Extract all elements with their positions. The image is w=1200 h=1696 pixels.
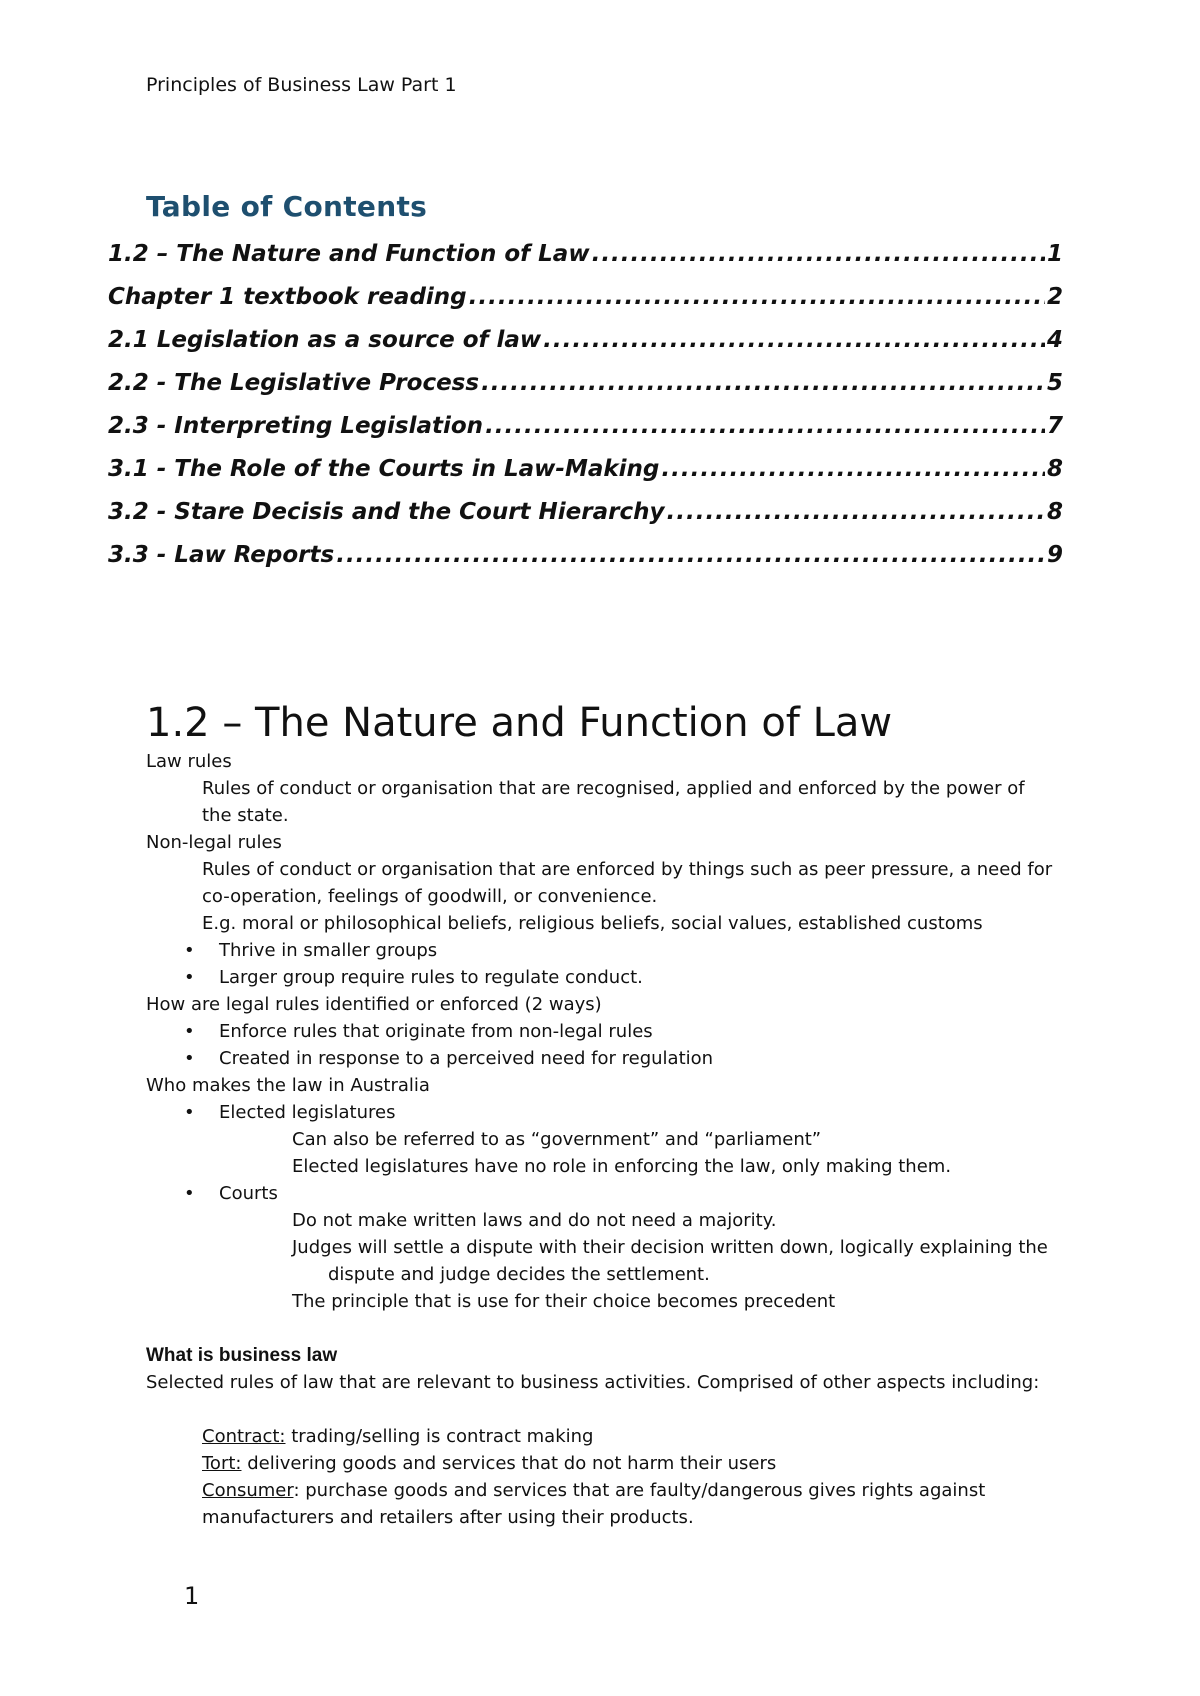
toc-entry-label: 3.3 - Law Reports [108,542,335,568]
list-item: • Larger group require rules to regulate conduct. [146,964,1066,991]
toc-title: Table of Contents [146,190,428,223]
toc-entry-label: 2.3 - Interpreting Legislation [108,413,484,439]
example-text: E.g. moral or philosophical beliefs, religious beliefs, social values, established customs [202,913,983,934]
list-item: • Created in response to a perceived need for regulation [146,1045,1066,1072]
toc-entry-label: 1.2 – The Nature and Function of Law [108,241,590,267]
toc-entry-page: 4 [1046,327,1063,353]
toc-entry-page: 8 [1046,499,1063,525]
bullet-icon: • [184,1021,195,1042]
definition-text: the state. [202,805,289,826]
toc-dot-leader [469,284,1045,310]
aspect-contract: Contract: trading/selling is contract making [202,1426,594,1447]
list-item: • Enforce rules that originate from non-legal rules [146,1018,1066,1045]
toc-entry-label: Chapter 1 textbook reading [108,284,467,310]
toc-entry-page: 5 [1046,370,1063,396]
toc-entry-label: 3.2 - Stare Decisis and the Court Hierarchy [108,499,665,525]
running-header: Principles of Business Law Part 1 [146,74,457,96]
toc-dot-leader [543,327,1045,353]
table-of-contents [108,241,1063,585]
toc-entry-nature-function[interactable] [108,241,1063,284]
bullet-icon: • [184,967,195,988]
toc-entry-law-reports[interactable] [108,542,1063,585]
toc-entry-label: 2.1 Legislation as a source of law [108,327,542,353]
bullet-icon: • [184,1048,195,1069]
toc-dot-leader [336,542,1045,568]
toc-entry-page: 2 [1046,284,1063,310]
definition-text: Rules of conduct or organisation that are recognised, applied and enforced by the power of [202,778,1025,799]
toc-entry-interpreting-legislation[interactable] [108,413,1063,456]
term-law-rules: Law rules [146,751,232,772]
subheading-business-law: What is business law [146,1345,338,1366]
definition-text: co-operation, feelings of goodwill, or convenience. [202,886,658,907]
note-text: dispute and judge decides the settlement. [328,1264,710,1285]
term-non-legal-rules: Non-legal rules [146,832,282,853]
intro-text: Selected rules of law that are relevant to business activities. Comprised of other aspects including: [146,1372,1040,1393]
toc-entry-stare-decisis[interactable] [108,499,1063,542]
spacer [146,1396,1066,1423]
note-text: The principle that is use for their choice becomes precedent [292,1291,836,1312]
toc-entry-page: 9 [1046,542,1063,568]
section-heading: 1.2 – The Nature and Function of Law [146,700,893,746]
note-text: Can also be referred to as “government” and “parliament” [292,1129,822,1150]
toc-entry-page: 1 [1046,241,1063,267]
bullet-icon: • [184,1102,195,1123]
toc-dot-leader [592,241,1045,267]
toc-dot-leader [481,370,1045,396]
toc-entry-page: 8 [1046,456,1063,482]
list-item: • Thrive in smaller groups [146,937,1066,964]
page-number: 1 [184,1582,200,1610]
aspect-tort: Tort: delivering goods and services that do not harm their users [202,1453,777,1474]
toc-dot-leader [667,499,1045,525]
bullet-icon: • [184,940,195,961]
list-item: • Courts [146,1180,1066,1207]
bullet-icon: • [184,1183,195,1204]
aspect-consumer-continued: manufacturers and retailers after using their products. [202,1507,694,1528]
definition-text: Rules of conduct or organisation that are enforced by things such as peer pressure, a need for [202,859,1053,880]
note-text: Judges will settle a dispute with their decision written down, logically explaining the [292,1237,1048,1258]
spacer [146,1315,1066,1342]
toc-dot-leader [485,413,1045,439]
note-text: Do not make written laws and do not need a majority. [292,1210,777,1231]
toc-entry-label: 3.1 - The Role of the Courts in Law-Making [108,456,660,482]
toc-entry-page: 7 [1046,413,1063,439]
list-item: • Elected legislatures [146,1099,1066,1126]
section-body [146,748,1066,1531]
aspect-consumer: Consumer: purchase goods and services that are faulty/dangerous gives rights against [202,1480,986,1501]
note-text: Elected legislatures have no role in enforcing the law, only making them. [292,1156,952,1177]
toc-entry-label: 2.2 - The Legislative Process [108,370,480,396]
toc-entry-courts-law-making[interactable] [108,456,1063,499]
question-how-identified: How are legal rules identified or enforced (2 ways) [146,994,602,1015]
toc-entry-legislative-process[interactable] [108,370,1063,413]
toc-entry-textbook-reading[interactable] [108,284,1063,327]
question-who-makes: Who makes the law in Australia [146,1075,430,1096]
toc-dot-leader [661,456,1045,482]
toc-entry-legislation-source[interactable] [108,327,1063,370]
